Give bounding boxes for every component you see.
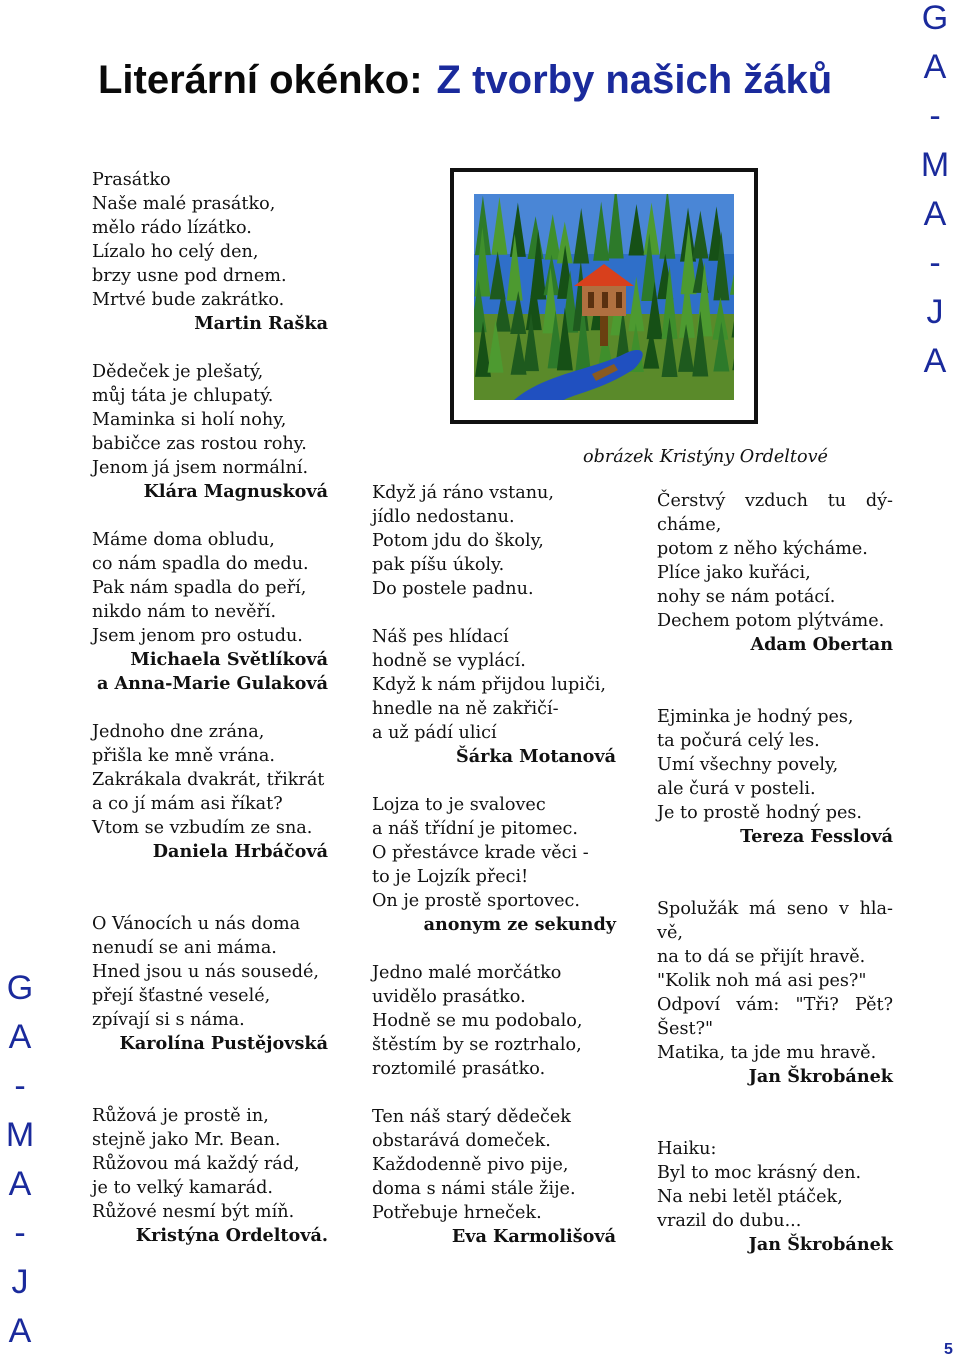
poem-author: Martin Raška bbox=[194, 313, 328, 334]
side-label-left bbox=[0, 964, 40, 1356]
side-letter: G bbox=[6, 969, 34, 1007]
poem-line: vě, bbox=[657, 923, 683, 943]
poem-line: "Kolik noh má asi pes?" bbox=[657, 971, 867, 991]
poem-line: Vtom se vzbudím ze sna. bbox=[92, 818, 313, 838]
poem-line: mělo rádo lízátko. bbox=[92, 218, 252, 238]
poem-line: to je Lojzík přeci! bbox=[372, 867, 529, 887]
poem-line: Umí všechny povely, bbox=[657, 755, 839, 775]
poem-line: brzy usne pod drnem. bbox=[92, 266, 287, 286]
poem-line: Každodenně pivo pije, bbox=[372, 1155, 569, 1175]
poem-line: Spolužák má seno v hla- bbox=[657, 899, 893, 919]
poem-line: Když já ráno vstanu, bbox=[372, 483, 554, 503]
poem bbox=[92, 528, 328, 696]
side-letter: A bbox=[923, 48, 947, 86]
poem-line: Mrtvé bude zakrátko. bbox=[92, 290, 285, 310]
poem-line: stejně jako Mr. Bean. bbox=[92, 1130, 281, 1150]
side-letter: A bbox=[923, 195, 947, 233]
title-section: Literární okénko: bbox=[98, 58, 423, 102]
poem-line: Potom jdu do školy, bbox=[372, 531, 544, 551]
poem bbox=[372, 793, 616, 937]
poem-line: doma s námi stále žije. bbox=[372, 1179, 576, 1199]
poem-author: Daniela Hrbáčová bbox=[152, 841, 328, 862]
poem-line: vrazil do dubu... bbox=[657, 1211, 802, 1231]
poem-line: pak píšu úkoly. bbox=[372, 555, 505, 575]
poem-line: hnedle na ně zakřičí- bbox=[372, 699, 559, 719]
poem-line: je to velký kamarád. bbox=[92, 1178, 273, 1198]
middle-column bbox=[372, 481, 616, 1249]
side-letter: A bbox=[923, 342, 947, 380]
poem bbox=[92, 912, 328, 1056]
poem-line: nohy se nám potácí. bbox=[657, 587, 836, 607]
poem-line: Do postele padnu. bbox=[372, 579, 534, 599]
poem bbox=[372, 961, 616, 1081]
poem-line: Náš pes hlídací bbox=[372, 627, 509, 647]
poem-line: ale čurá v posteli. bbox=[657, 779, 816, 799]
poem-line: Růžové nesmí být míň. bbox=[92, 1202, 295, 1222]
poem-author: Tereza Fesslová bbox=[740, 826, 893, 847]
poem-line: Dědeček je plešatý, bbox=[92, 362, 264, 382]
poem-line: Lízalo ho celý den, bbox=[92, 242, 259, 262]
poem-line: Jedno malé morčátko bbox=[372, 963, 562, 983]
poem-line: Růžovou má každý rád, bbox=[92, 1154, 300, 1174]
poem-line: Hodně se mu podobalo, bbox=[372, 1011, 583, 1031]
poem-line: ta počurá celý les. bbox=[657, 731, 820, 751]
poem-line: Máme doma obludu, bbox=[92, 530, 275, 550]
image-caption: obrázek Kristýny Ordeltové bbox=[583, 447, 828, 467]
poem-line: Jsem jenom pro ostudu. bbox=[92, 626, 303, 646]
poem-author: anonym ze sekundy bbox=[423, 914, 616, 935]
poem-line: Dechem potom plýtváme. bbox=[657, 611, 885, 631]
poem-line: Ten náš starý dědeček bbox=[372, 1107, 571, 1127]
poem-line: Zakrákala dvakrát, třikrát bbox=[92, 770, 325, 790]
poem-line: Jenom já jsem normální. bbox=[92, 458, 309, 478]
poem-line: Hned jsou u nás sousedé, bbox=[92, 962, 319, 982]
poem-line: Potřebuje hrneček. bbox=[372, 1203, 542, 1223]
poem-line: co nám spadla do medu. bbox=[92, 554, 309, 574]
poem-line: roztomilé prasátko. bbox=[372, 1059, 546, 1079]
title-topic: Z tvorby našich žáků bbox=[436, 58, 833, 102]
poem-line: O přestávce krade věci - bbox=[372, 843, 589, 863]
poem bbox=[92, 360, 328, 504]
poem-line: Naše malé prasátko, bbox=[92, 194, 276, 214]
poem-line: obstarává domeček. bbox=[372, 1131, 551, 1151]
side-letter: M bbox=[920, 146, 950, 184]
page-title bbox=[98, 58, 832, 102]
poem-line: a náš třídní je pitomec. bbox=[372, 819, 578, 839]
side-letter: G bbox=[921, 0, 949, 37]
poem bbox=[92, 168, 328, 336]
poem-line: Když k nám přijdou lupiči, bbox=[372, 675, 607, 695]
poem bbox=[657, 897, 893, 1089]
poem-line: nenudí se ani máma. bbox=[92, 938, 277, 958]
side-letter: J bbox=[11, 1263, 29, 1301]
poem-line: Odpoví vám: "Tři? Pět? bbox=[657, 995, 893, 1015]
poem-author: a Anna-Marie Gulaková bbox=[96, 673, 328, 694]
poem-author: Jan Škrobánek bbox=[748, 1234, 893, 1255]
forest-painting bbox=[450, 168, 758, 424]
poem-line: On je prostě sportovec. bbox=[372, 891, 580, 911]
poem bbox=[372, 625, 616, 769]
poem-line: Matika, ta jde mu hravě. bbox=[657, 1043, 877, 1063]
poem-line: na to dá se přijít hravě. bbox=[657, 947, 866, 967]
poem-line: O Vánocích u nás doma bbox=[92, 914, 301, 934]
poem-line: Pak nám spadla do peří, bbox=[92, 578, 307, 598]
forest-painting-art bbox=[474, 194, 734, 400]
poem-author: Eva Karmolišová bbox=[451, 1226, 616, 1247]
poem-line: Čerstvý vzduch tu dý- bbox=[657, 491, 893, 511]
poem-line: Šest?" bbox=[657, 1019, 714, 1039]
poem-author: Šárka Motanová bbox=[456, 746, 616, 767]
poem-line: zpívají si s náma. bbox=[92, 1010, 245, 1030]
poem-line: uvidělo prasátko. bbox=[372, 987, 526, 1007]
poem-line: Maminka si holí nohy, bbox=[92, 410, 287, 430]
side-letter: - bbox=[14, 1214, 26, 1252]
poem-line: cháme, bbox=[657, 515, 722, 535]
poem-line: přejí šťastné veselé, bbox=[92, 986, 271, 1006]
side-letter: M bbox=[5, 1116, 35, 1154]
poem-line: Byl to moc krásný den. bbox=[657, 1163, 862, 1183]
poem-author: Michaela Světlíková bbox=[130, 649, 328, 670]
poem-line: a co jí mám asi říkat? bbox=[92, 794, 283, 814]
page-number: 5 bbox=[944, 1341, 953, 1358]
side-letter: A bbox=[8, 1018, 32, 1056]
poem bbox=[657, 1137, 893, 1257]
poem-line: Jednoho dne zrána, bbox=[92, 722, 265, 742]
side-letter: J bbox=[926, 293, 944, 331]
left-column bbox=[92, 168, 328, 1248]
poem bbox=[657, 705, 893, 849]
poem-author: Kristýna Ordeltová. bbox=[135, 1225, 328, 1246]
poem-author: Klára Magnusková bbox=[143, 481, 328, 502]
side-letter: - bbox=[929, 244, 941, 282]
side-label-right bbox=[915, 0, 955, 386]
side-letter: - bbox=[929, 97, 941, 135]
poem bbox=[657, 489, 893, 657]
poem-line: hodně se vyplácí. bbox=[372, 651, 526, 671]
poem-line: můj táta je chlupatý. bbox=[92, 386, 274, 406]
poem bbox=[92, 1104, 328, 1248]
side-letter: - bbox=[14, 1067, 26, 1105]
side-letter: A bbox=[8, 1312, 32, 1350]
poem bbox=[92, 720, 328, 864]
poem-line: Lojza to je svalovec bbox=[372, 795, 546, 815]
poem-line: štěstím by se roztrhalo, bbox=[372, 1035, 582, 1055]
poem-line: Růžová je prostě in, bbox=[92, 1106, 269, 1126]
poem-line: Plíce jako kuřáci, bbox=[657, 563, 811, 583]
poem-line: potom z něho kýcháme. bbox=[657, 539, 868, 559]
poem-line: Ejminka je hodný pes, bbox=[657, 707, 854, 727]
poem-line: Prasátko bbox=[92, 170, 171, 190]
poem-line: Je to prostě hodný pes. bbox=[657, 803, 863, 823]
poem-author: Adam Obertan bbox=[750, 634, 893, 655]
poem bbox=[372, 481, 616, 601]
poem-line: Na nebi letěl ptáček, bbox=[657, 1187, 843, 1207]
poem-line: přišla ke mně vrána. bbox=[92, 746, 275, 766]
poem bbox=[372, 1105, 616, 1249]
poem-line: a už pádí ulicí bbox=[372, 723, 497, 743]
poem-line: Haiku: bbox=[657, 1139, 717, 1159]
poem-author: Karolína Pustějovská bbox=[119, 1033, 328, 1054]
poem-line: babičce zas rostou rohy. bbox=[92, 434, 307, 454]
poem-line: jídlo nedostanu. bbox=[372, 507, 515, 527]
poem-author: Jan Škrobánek bbox=[748, 1066, 893, 1087]
right-column bbox=[657, 489, 893, 1257]
side-letter: A bbox=[8, 1165, 32, 1203]
poem-line: nikdo nám to nevěří. bbox=[92, 602, 277, 622]
